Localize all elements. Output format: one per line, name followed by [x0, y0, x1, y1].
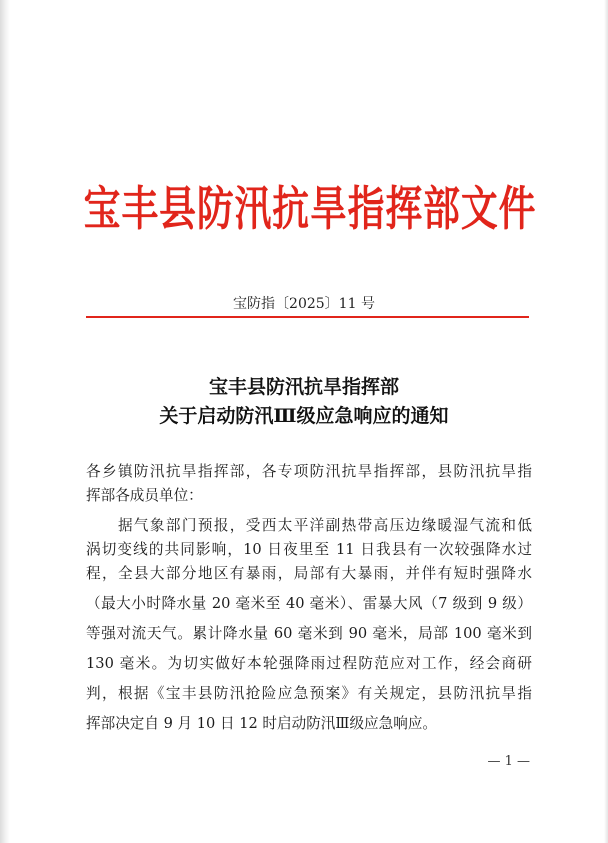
body-line: 程，全县大部分地区有暴雨，局部有大暴雨，并伴有短时强降水: [86, 565, 532, 582]
body-line: 等强对流天气。累计降水量 60 毫米到 90 毫米，局部 100 毫米到: [86, 625, 532, 642]
body-line: 判，根据《宝丰县防汛抢险应急预案》有关规定，县防汛抗旱指: [86, 685, 532, 702]
page-number: — 1 —: [487, 754, 530, 769]
body-line: 挥部决定自 9 月 10 日 12 时启动防汛Ⅲ级应急响应。: [86, 715, 438, 732]
body-line: （最大小时降水量 20 毫米至 40 毫米）、雷暴大风（7 级到 9 级）: [86, 595, 532, 612]
body-line: 涡切变线的共同影响，10 日夜里至 11 日我县有一次较强降水过: [86, 541, 532, 558]
body-line: 130 毫米。为切实做好本轮强降雨过程防范应对工作，经会商研: [86, 655, 532, 672]
body-line: 挥部各成员单位：: [86, 487, 203, 504]
red-header-title: 宝丰县防汛抗旱指挥部文件: [83, 181, 537, 237]
document-number: 宝防指〔2025〕11 号: [233, 296, 375, 312]
red-separator-line: [86, 316, 529, 318]
body-line: 各乡镇防汛抗旱指挥部，各专项防汛抗旱指挥部，县防汛抗旱指: [86, 463, 532, 480]
body-line: 据气象部门预报，受西太平洋副热带高压边缘暖湿气流和低: [86, 517, 532, 534]
notice-title-line-1: 宝丰县防汛抗旱指挥部: [208, 376, 399, 398]
notice-title-line-2: 关于启动防汛Ⅲ级应急响应的通知: [159, 405, 449, 427]
